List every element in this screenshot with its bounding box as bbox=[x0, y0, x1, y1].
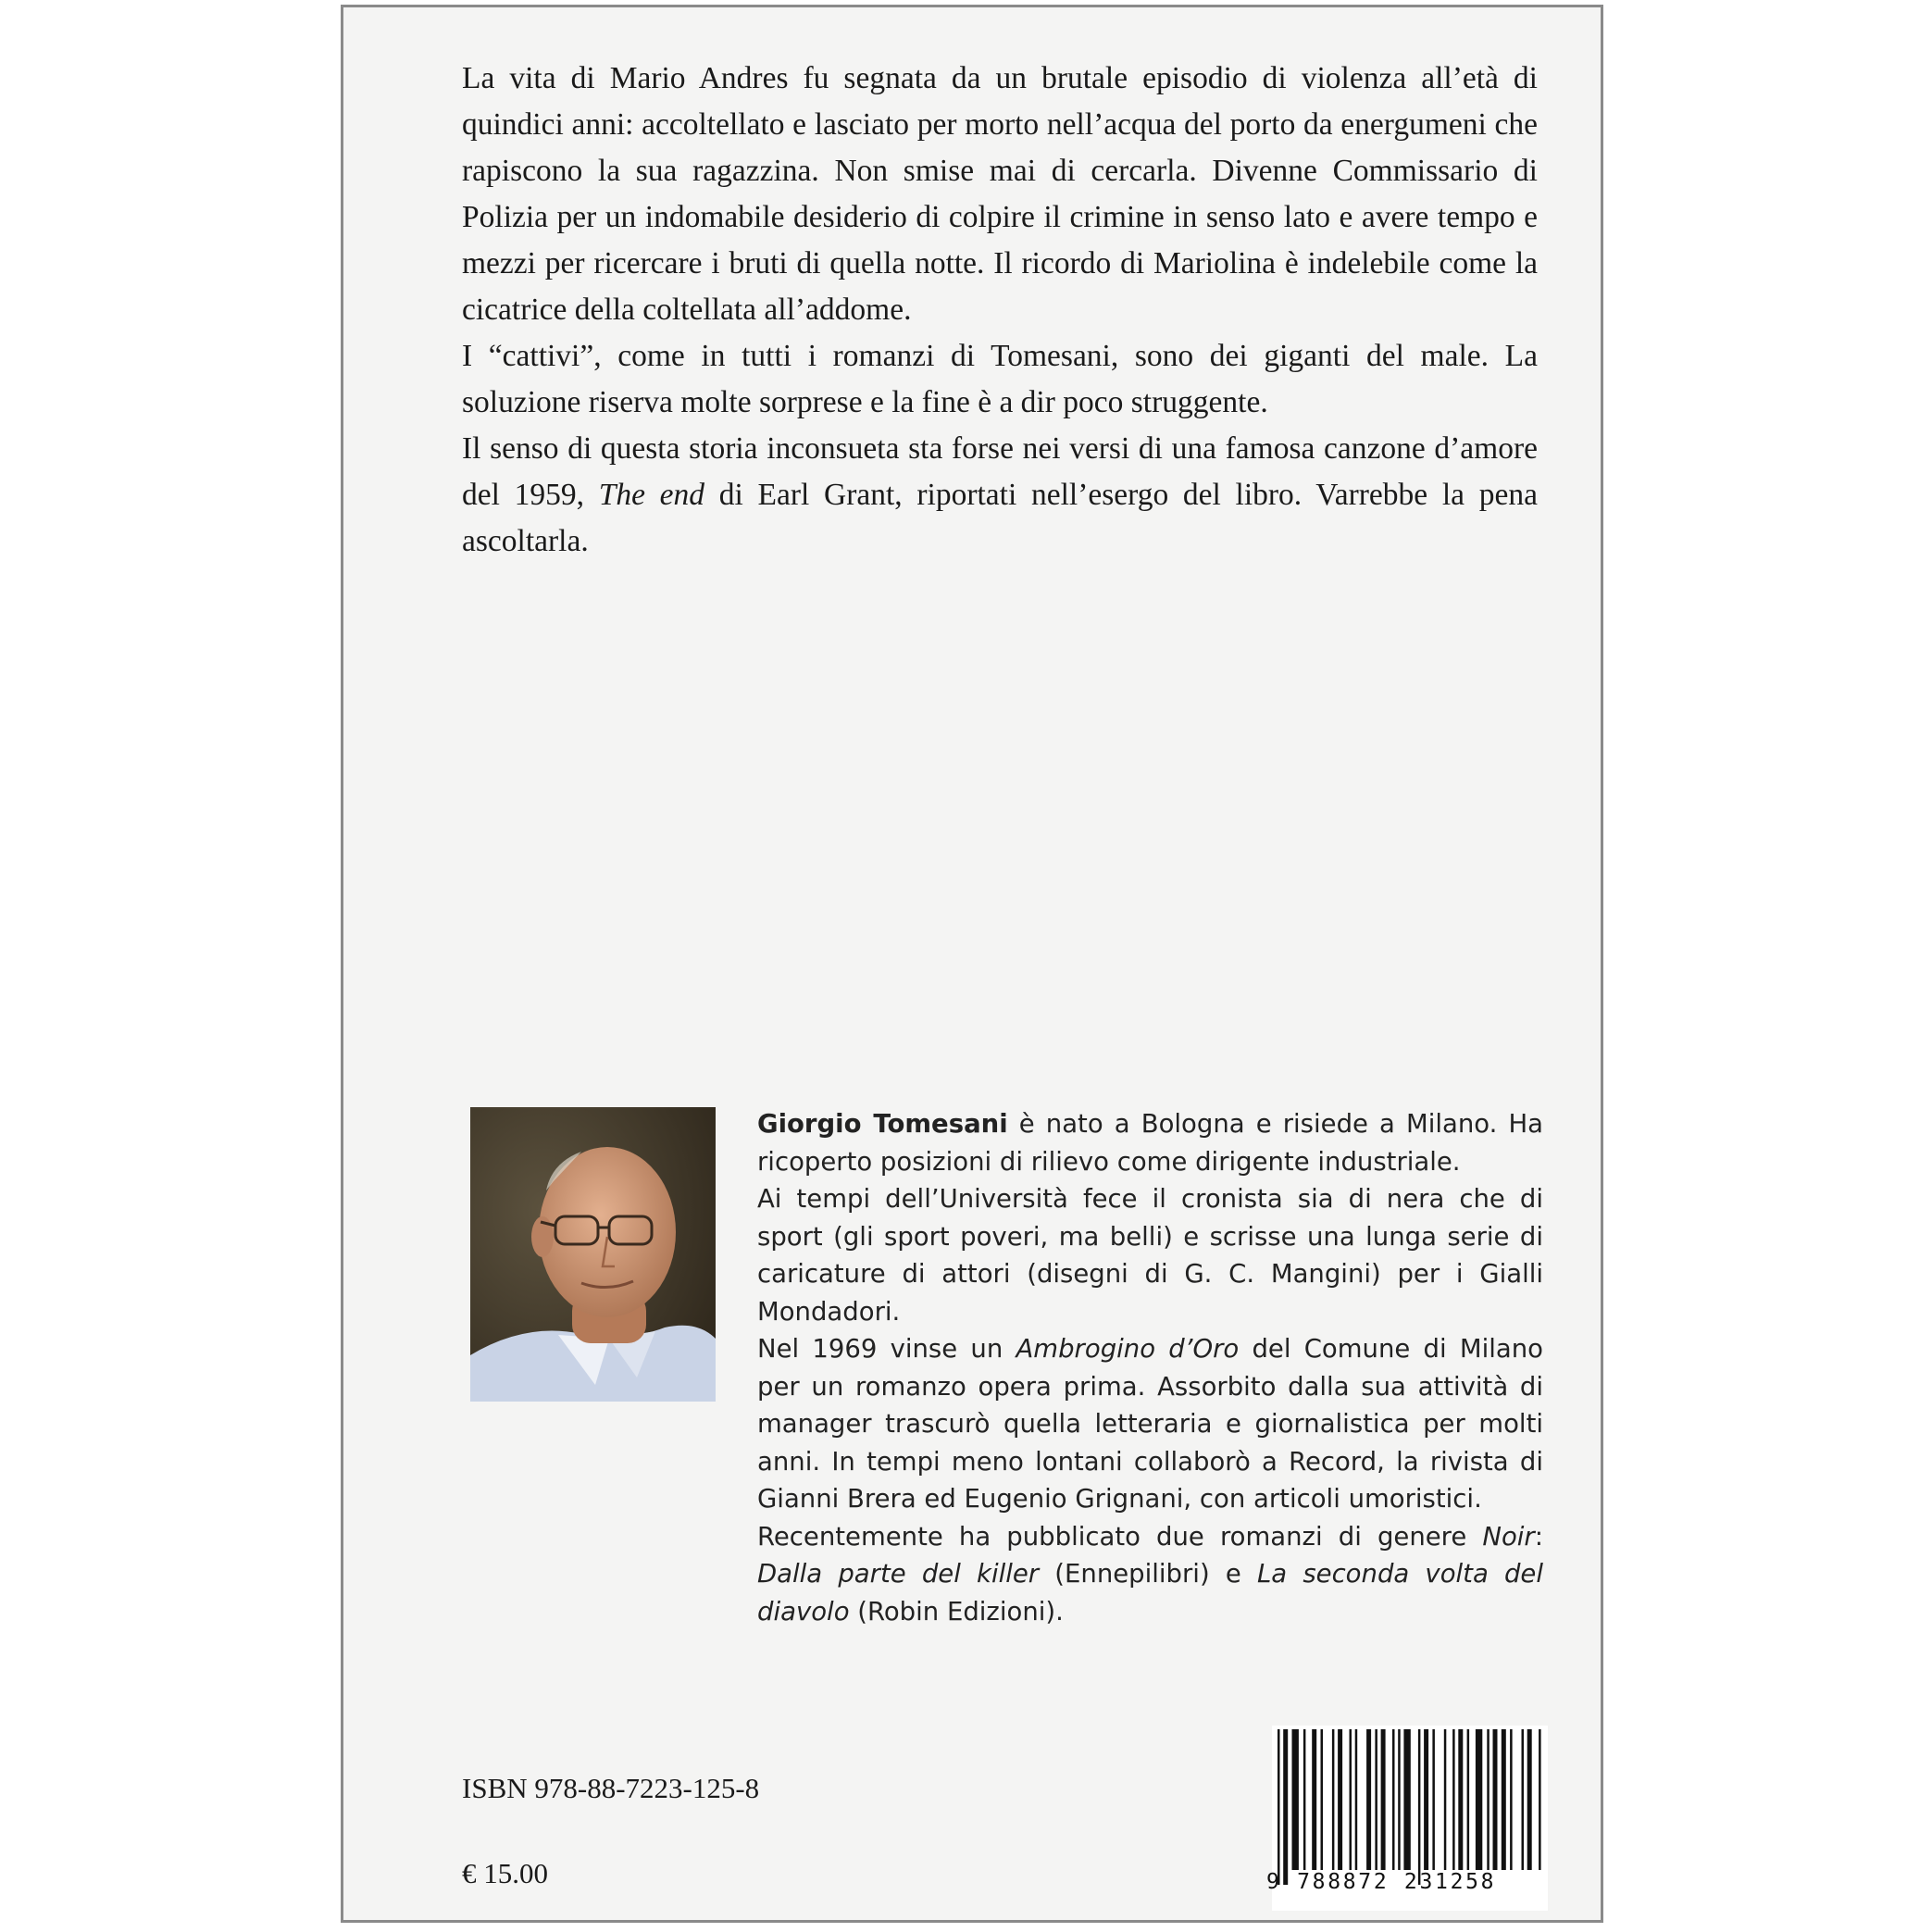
barcode-bar bbox=[1303, 1729, 1306, 1870]
barcode-digits: 9 788872 231258 bbox=[1266, 1870, 1497, 1894]
book-title-2: La seconda volta del diavolo bbox=[757, 1559, 1543, 1627]
barcode-bar bbox=[1522, 1729, 1525, 1870]
barcode-bar bbox=[1467, 1729, 1470, 1870]
synopsis-paragraph-1: La vita di Mario Andres fu segnata da un brutale episodio di violenza all’età di quindici anni: accoltellato e lasciato per morto nell’acqua del porto da energumeni che rapiscono la sua ragazzina. Non smise mai di cercarla. Divenne Commissario di Polizia per un indomabile desiderio di colpire il crimine in senso lato e avere tempo e mezzi per ricercare i bruti di quella notte. Il ricordo di Mariolina è indelebile come la cicatrice della coltellata all’addome. bbox=[462, 61, 1538, 327]
barcode-bar bbox=[1493, 1729, 1498, 1870]
barcode-bar bbox=[1392, 1729, 1395, 1870]
bio-text: è nato a Bologna e risiede a Milano. Ha ricoperto posizioni di rilievo come dirigente industriale. bbox=[757, 1109, 1544, 1177]
synopsis-text: Il senso di questa storia inconsueta sta forse nei versi di una famosa canzone d’amore del 1959, bbox=[462, 431, 1538, 512]
synopsis-paragraph-3 bbox=[462, 426, 1538, 565]
author-bio bbox=[757, 1105, 1543, 1630]
bio-text: Nel 1969 vinse un bbox=[757, 1334, 1016, 1364]
synopsis-paragraph-2: I “cattivi”, come in tutti i romanzi di Tomesani, sono dei giganti del male. La soluzione riserva molte sorprese e la fine è a dir poco struggente. bbox=[462, 339, 1538, 419]
price: € 15.00 bbox=[462, 1857, 548, 1889]
barcode-bar bbox=[1487, 1729, 1490, 1870]
barcode-bar bbox=[1366, 1729, 1371, 1870]
barcode-bar bbox=[1458, 1729, 1463, 1870]
bio-text: Recentemente ha pubblicato due romanzi di genere bbox=[757, 1521, 1483, 1552]
synopsis-text: di Earl Grant, riportati nell’esergo del libro. Varrebbe la pena ascoltarla. bbox=[462, 478, 1538, 558]
song-title: The end bbox=[598, 478, 705, 512]
bio-paragraph-3 bbox=[757, 1330, 1543, 1518]
barcode-bar bbox=[1403, 1729, 1410, 1870]
synopsis bbox=[462, 56, 1538, 565]
book-title-1: Dalla parte del killer bbox=[757, 1559, 1040, 1589]
barcode-bar bbox=[1292, 1729, 1299, 1870]
barcode-bar bbox=[1321, 1729, 1324, 1870]
barcode-bar bbox=[1476, 1729, 1482, 1870]
barcode-bar bbox=[1502, 1729, 1506, 1870]
bio-paragraph-1 bbox=[757, 1105, 1543, 1180]
barcode-bar bbox=[1278, 1729, 1280, 1885]
barcode-bar bbox=[1424, 1729, 1428, 1870]
barcode-bar bbox=[1398, 1729, 1401, 1870]
barcode-bar bbox=[1332, 1729, 1335, 1870]
barcode-bar bbox=[1432, 1729, 1435, 1870]
author-photo bbox=[470, 1107, 716, 1402]
barcode-bar bbox=[1312, 1729, 1316, 1870]
barcode-bar bbox=[1452, 1729, 1455, 1870]
barcode-bar bbox=[1338, 1729, 1342, 1870]
barcode-bar bbox=[1381, 1729, 1386, 1870]
barcode-bar bbox=[1527, 1729, 1532, 1870]
barcode-bar bbox=[1283, 1729, 1288, 1885]
bio-text: (Robin Edizioni). bbox=[849, 1596, 1064, 1627]
barcode-bar bbox=[1444, 1729, 1447, 1870]
barcode-bar bbox=[1418, 1729, 1421, 1885]
barcode-bar bbox=[1350, 1729, 1352, 1870]
bio-text: del Comune di Milano per un romanzo opera prima. Assorbito dalla sua attività di manager trascurò quella letteraria e giornalistica per molti anni. In tempi meno lontani collaborò a Record, la rivista di Gianni Brera ed Eugenio Grignani, con articoli umoristici. bbox=[757, 1334, 1543, 1514]
bio-text: : bbox=[1534, 1521, 1543, 1552]
bio-paragraph-2: Ai tempi dell’Università fece il cronista sia di nera che di sport (gli sport poveri, ma belli) e scrisse una lunga serie di caricature di attori (disegni di G. C. Mangini) per i Gialli Mondadori. bbox=[757, 1184, 1543, 1327]
barcode-bar bbox=[1510, 1729, 1513, 1870]
award-name: Ambrogino d’Oro bbox=[1016, 1334, 1240, 1364]
bio-text: (Ennepilibri) e bbox=[1039, 1559, 1257, 1589]
author-name: Giorgio Tomesani bbox=[757, 1109, 1008, 1139]
isbn-number: ISBN 978-88-7223-125-8 bbox=[462, 1772, 760, 1804]
bio-paragraph-4 bbox=[757, 1518, 1543, 1631]
barcode-bar bbox=[1375, 1729, 1377, 1870]
barcode-bar bbox=[1355, 1729, 1358, 1870]
genre-name: Noir bbox=[1482, 1521, 1535, 1552]
barcode-bar bbox=[1539, 1729, 1541, 1870]
